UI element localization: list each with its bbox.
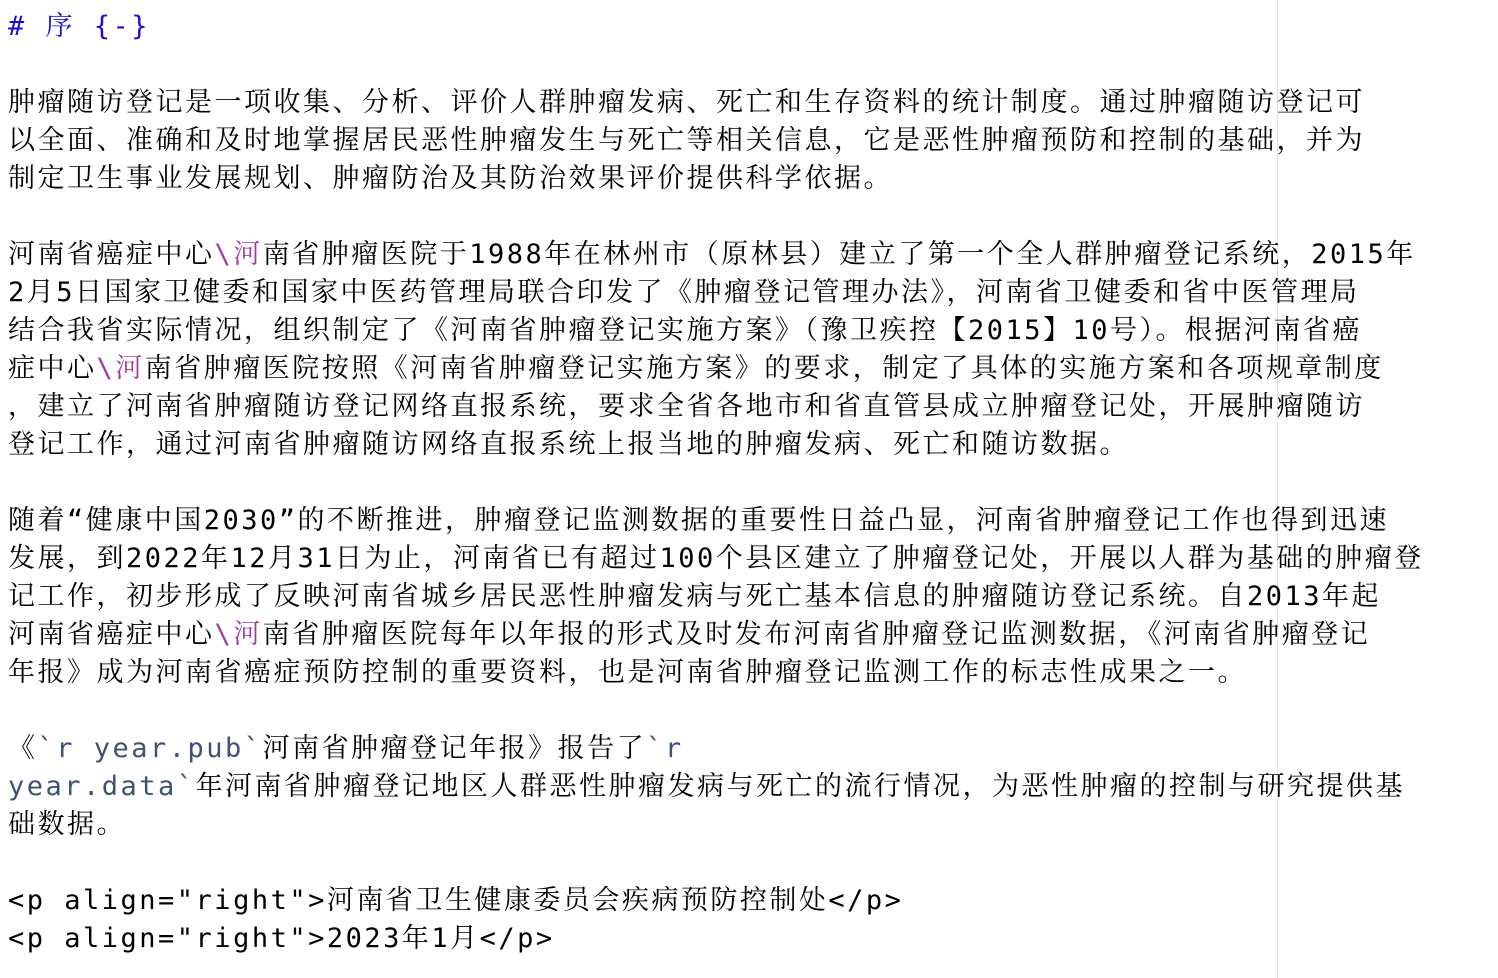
text-run: 发展，到2022年12月31日为止，河南省已有超过100个县区建立了肿瘤登记处，开展以人群为基础的肿瘤登 [8,543,1424,574]
text-run: 制定卫生事业发展规划、肿瘤防治及其防治效果评价提供科学依据。 [8,163,893,194]
code-line[interactable] [8,882,1498,920]
code-line[interactable] [8,578,1498,616]
text-run: 《 [8,733,38,764]
text-run: 年河南省肿瘤登记地区人群恶性肿瘤发病与死亡的流行情况，为恶性肿瘤的控制与研究提供基 [195,771,1406,802]
code-line[interactable] [8,806,1498,844]
text-run: 肿瘤随访登记是一项收集、分析、评价人群肿瘤发病、死亡和生存资料的统计制度。通过肿瘤随访登记可 [8,87,1365,118]
text-run: 结合我省实际情况，组织制定了《河南省肿瘤登记实施方案》（豫卫疾控【2015】10号）。根据河南省癌 [8,315,1363,346]
code-line[interactable] [8,844,1498,882]
text-run: 河南省癌症中心 [8,239,215,270]
text-run: <p align="right">河南省卫生健康委员会疾病预防控制处</p> [8,885,904,916]
text-run: 症中心 [8,353,97,384]
markdown-heading: # 序 {-} [8,11,151,42]
code-line[interactable] [8,654,1498,692]
text-run: 础数据。 [8,809,126,840]
editor-content[interactable] [8,8,1498,958]
code-line[interactable] [8,616,1498,654]
code-line[interactable] [8,8,1498,46]
code-line[interactable] [8,122,1498,160]
text-run: 年报》成为河南省癌症预防控制的重要资料，也是河南省肿瘤登记监测工作的标志性成果之一。 [8,657,1247,688]
inline-r-code: `r year.pub` [37,733,263,764]
code-line[interactable] [8,198,1498,236]
text-run: 南省肿瘤医院按照《河南省肿瘤登记实施方案》的要求，制定了具体的实施方案和各项规章制度 [144,353,1384,384]
code-line[interactable] [8,730,1498,768]
text-run: 南省肿瘤医院于1988年在林州市（原林县）建立了第一个全人群肿瘤登记系统，2015年 [262,239,1416,270]
text-run: 河南省癌症中心 [8,619,215,650]
escape-sequence: \河 [96,353,145,384]
code-line[interactable] [8,388,1498,426]
code-line[interactable] [8,84,1498,122]
code-line[interactable] [8,350,1498,388]
code-line[interactable] [8,692,1498,730]
text-run: 2月5日国家卫健委和国家中医药管理局联合印发了《肿瘤登记管理办法》，河南省卫健委和省中医管理局 [8,277,1360,308]
code-line[interactable] [8,502,1498,540]
code-line[interactable] [8,540,1498,578]
text-run: ，建立了河南省肿瘤随访登记网络直报系统，要求全省各地市和省直管县成立肿瘤登记处，开展肿瘤随访 [8,391,1365,422]
code-line[interactable] [8,312,1498,350]
escape-sequence: \河 [214,239,263,270]
text-run: 记工作，初步形成了反映河南省城乡居民恶性肿瘤发病与死亡基本信息的肿瘤随访登记系统。自2013年起 [8,581,1382,612]
code-line[interactable] [8,426,1498,464]
text-run: 南省肿瘤医院每年以年报的形式及时发布河南省肿瘤登记监测数据，《河南省肿瘤登记 [262,619,1371,650]
code-line[interactable] [8,274,1498,312]
text-run: 以全面、准确和及时地掌握居民恶性肿瘤发生与死亡等相关信息，它是恶性肿瘤预防和控制的基础，并为 [8,125,1365,156]
code-line[interactable] [8,46,1498,84]
inline-r-code: year.data` [8,771,196,802]
inline-r-code: `r [646,733,684,764]
text-run: 河南省肿瘤登记年报》报告了 [262,733,647,764]
text-run: 登记工作，通过河南省肿瘤随访网络直报系统上报当地的肿瘤发病、死亡和随访数据。 [8,429,1129,460]
code-line[interactable] [8,768,1498,806]
code-line[interactable] [8,920,1498,958]
text-run: <p align="right">2023年1月</p> [8,923,555,954]
code-line[interactable] [8,160,1498,198]
escape-sequence: \河 [214,619,263,650]
text-run: 随着“健康中国2030”的不断推进，肿瘤登记监测数据的重要性日益凸显，河南省肿瘤登记工作也得到迅速 [8,505,1390,536]
code-line[interactable] [8,236,1498,274]
code-line[interactable] [8,464,1498,502]
